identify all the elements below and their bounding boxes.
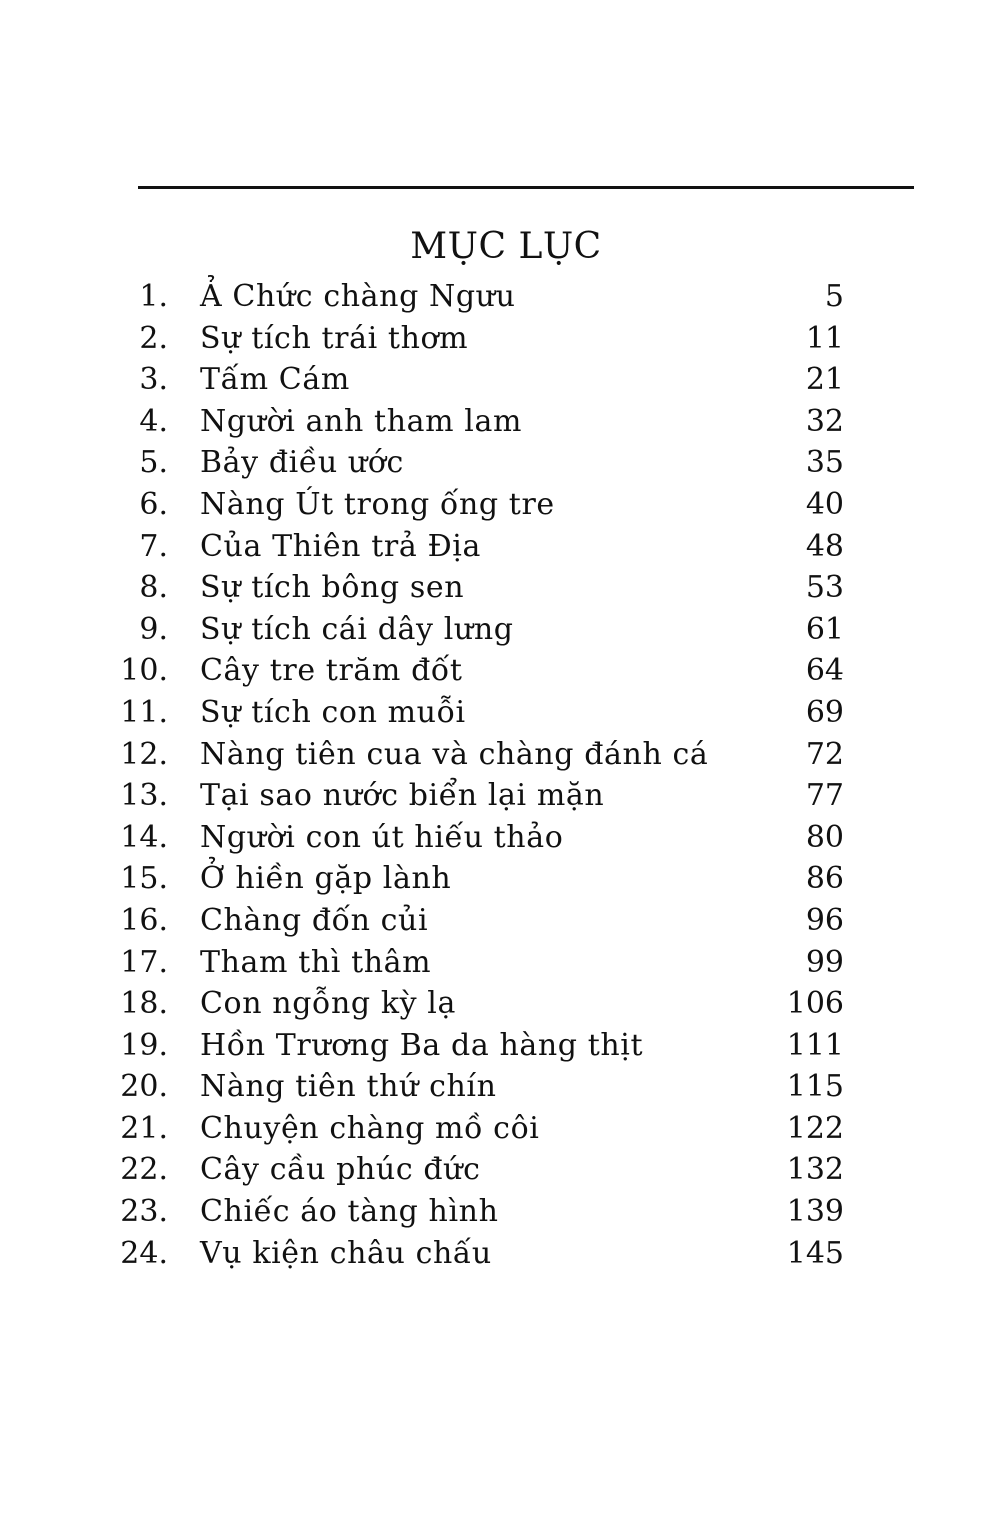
toc-entry-page-number: 132 (786, 1152, 844, 1188)
toc-entry-number: 21. (120, 1110, 168, 1146)
toc-entry (0, 359, 1000, 401)
toc-entry-page-number: 5 (824, 279, 844, 314)
toc-entry-title: Nàng Út trong ống tre (200, 486, 555, 522)
toc-entry (0, 1066, 1000, 1108)
toc-entry-title: Sự tích bông sen (200, 570, 465, 606)
toc-entry-title: Của Thiên trả Địa (200, 528, 481, 564)
toc-entry-title: Bảy điều ước (200, 445, 404, 481)
toc-entry-title: Nàng tiên cua và chàng đánh cá (200, 736, 709, 772)
toc-entry-number: 23. (120, 1194, 168, 1230)
toc-entry-page-number: 48 (805, 528, 844, 564)
toc-entry-page-number: 111 (786, 1027, 844, 1063)
top-rule-divider (138, 186, 914, 189)
toc-entry (0, 567, 1000, 609)
toc-entry-title: Ả Chức chàng Ngưu (200, 279, 516, 314)
toc-entry (0, 858, 1000, 900)
toc-entry-title: Vụ kiện châu chấu (200, 1235, 492, 1271)
toc-entry (0, 609, 1000, 651)
toc-entry-number: 2. (139, 320, 168, 356)
toc-entry-number: 10. (120, 653, 168, 689)
toc-entry-number: 6. (139, 486, 168, 522)
toc-entry-page-number: 72 (805, 736, 844, 772)
toc-entry-page-number: 106 (786, 986, 844, 1022)
toc-entry (0, 650, 1000, 692)
toc-entry-page-number: 53 (805, 570, 844, 606)
toc-entry-title: Con ngỗng kỳ lạ (200, 986, 456, 1022)
toc-entry (0, 1233, 1000, 1275)
toc-entry-title: Chiếc áo tàng hình (200, 1194, 499, 1230)
toc-entry-title: Cây cầu phúc đức (200, 1152, 481, 1188)
toc-entry-page-number: 139 (786, 1194, 844, 1230)
toc-entry-number: 3. (139, 362, 168, 398)
toc-entry-page-number: 80 (805, 819, 844, 855)
toc-entry-page-number: 77 (805, 778, 844, 814)
toc-entry (0, 276, 1000, 318)
toc-entry-title: Hồn Trương Ba da hàng thịt (200, 1027, 644, 1063)
toc-entry-number: 22. (120, 1152, 168, 1188)
toc-entry (0, 983, 1000, 1025)
toc-entry-page-number: 122 (786, 1110, 844, 1146)
toc-entry-title: Người anh tham lam (200, 403, 523, 439)
toc-entry (0, 1025, 1000, 1067)
toc-entry-number: 19. (120, 1027, 168, 1063)
toc-entry-number: 4. (139, 403, 168, 439)
toc-entry-page-number: 99 (805, 944, 844, 980)
toc-entry-number: 12. (120, 736, 168, 772)
table-of-contents (0, 276, 1000, 1274)
toc-entry-page-number: 96 (805, 902, 844, 938)
toc-entry-number: 17. (120, 944, 168, 980)
toc-entry-page-number: 35 (805, 445, 844, 481)
toc-entry-title: Sự tích cái dây lưng (200, 611, 514, 647)
toc-entry-title: Ở hiền gặp lành (200, 861, 452, 897)
toc-entry-title: Sự tích trái thơm (200, 320, 469, 356)
toc-entry-title: Sự tích con muỗi (200, 694, 466, 730)
toc-entry (0, 942, 1000, 984)
toc-entry-number: 15. (120, 861, 168, 897)
toc-entry-title: Chuyện chàng mồ côi (200, 1110, 540, 1146)
toc-entry-page-number: 115 (786, 1069, 844, 1105)
toc-entry-number: 16. (120, 902, 168, 938)
toc-entry (0, 775, 1000, 817)
toc-entry-page-number: 69 (805, 694, 844, 730)
toc-entry-page-number: 145 (786, 1235, 844, 1271)
toc-entry-page-number: 40 (805, 486, 844, 522)
toc-entry-number: 14. (120, 819, 168, 855)
toc-entry-title: Người con út hiếu thảo (200, 819, 564, 855)
toc-entry-title: Chàng đốn củi (200, 902, 429, 938)
toc-entry-title: Tại sao nước biển lại mặn (200, 778, 605, 814)
toc-entry-page-number: 64 (805, 653, 844, 689)
toc-entry (0, 692, 1000, 734)
page-title: MỤC LỤC (410, 226, 602, 267)
toc-entry-title: Tấm Cám (200, 362, 350, 398)
toc-entry-title: Nàng tiên thứ chín (200, 1069, 497, 1105)
toc-entry-number: 20. (120, 1069, 168, 1105)
toc-entry (0, 318, 1000, 360)
toc-entry (0, 1191, 1000, 1233)
toc-entry-number: 8. (139, 570, 168, 606)
toc-entry-page-number: 11 (805, 320, 844, 356)
toc-entry-number: 11. (120, 694, 168, 730)
toc-entry-title: Cây tre trăm đốt (200, 653, 463, 689)
toc-entry (0, 526, 1000, 568)
toc-entry-title: Tham thì thâm (200, 944, 432, 980)
toc-entry-page-number: 32 (805, 403, 844, 439)
toc-entry (0, 1108, 1000, 1150)
toc-entry (0, 484, 1000, 526)
toc-entry-number: 18. (120, 986, 168, 1022)
toc-entry-page-number: 86 (805, 861, 844, 897)
toc-entry (0, 401, 1000, 443)
toc-entry (0, 442, 1000, 484)
toc-entry-page-number: 61 (805, 611, 844, 647)
toc-entry-number: 13. (120, 778, 168, 814)
toc-entry-number: 7. (139, 528, 168, 564)
toc-entry-number: 1. (139, 279, 168, 314)
toc-entry (0, 900, 1000, 942)
toc-entry (0, 817, 1000, 859)
toc-entry-number: 9. (139, 611, 168, 647)
toc-entry-number: 5. (139, 445, 168, 481)
toc-entry (0, 1149, 1000, 1191)
toc-entry-page-number: 21 (805, 362, 844, 398)
toc-entry-number: 24. (120, 1235, 168, 1271)
toc-entry (0, 734, 1000, 776)
